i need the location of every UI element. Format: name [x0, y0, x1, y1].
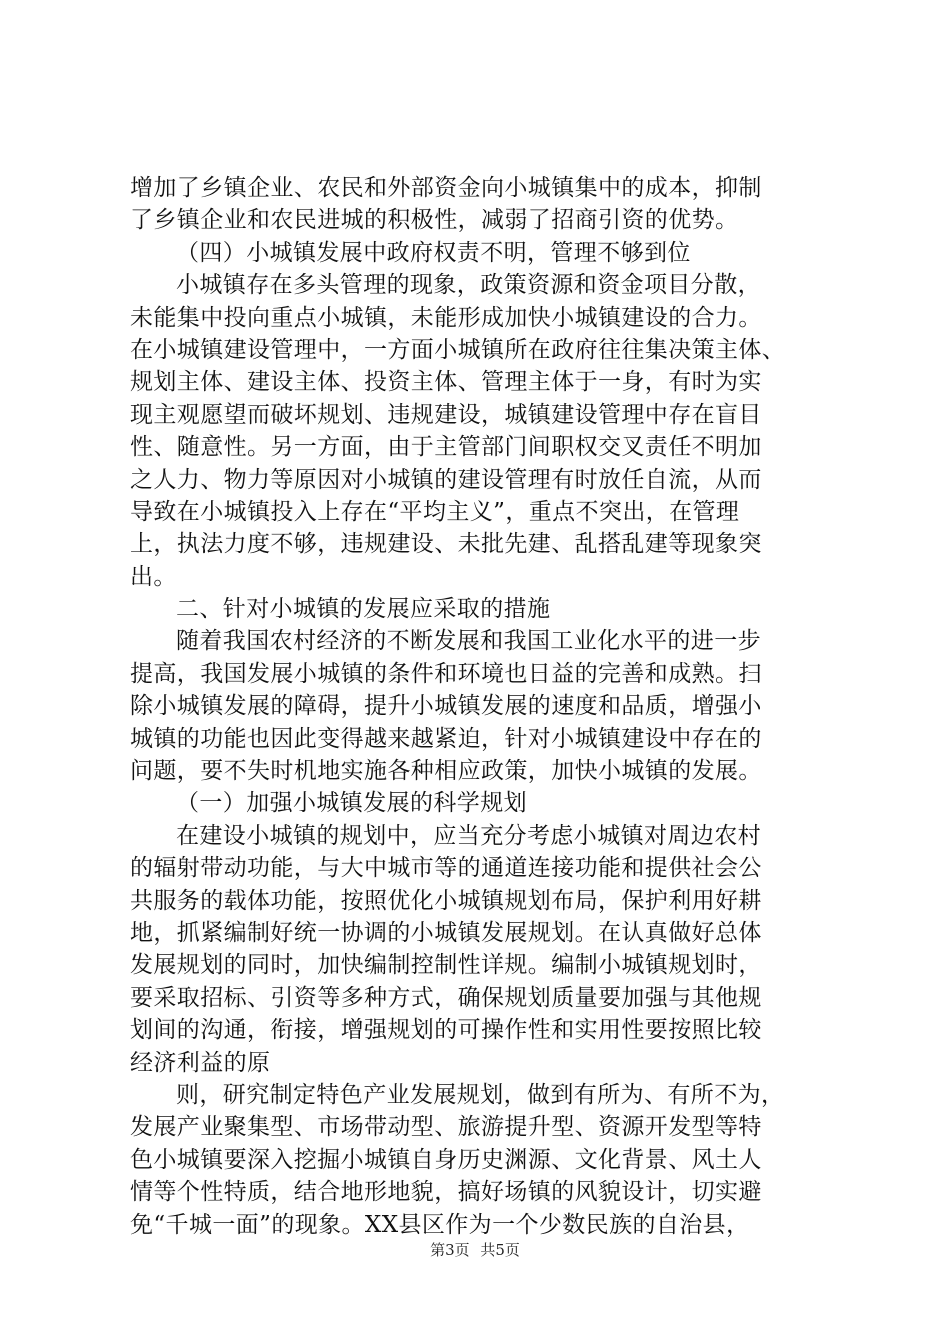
text-line: 划间的沟通，衔接，增强规划的可操作性和实用性要按照比较	[130, 1017, 762, 1044]
text-line: 除小城镇发展的障碍，提升小城镇发展的速度和品质，增强小	[130, 693, 762, 720]
text-line: 发展产业聚集型、市场带动型、旅游提升型、资源开发型等特	[130, 1114, 762, 1141]
text-line: 上，执法力度不够，违规建设、未批先建、乱搭乱建等现象突	[130, 531, 762, 558]
text-line: 地，抓紧编制好统一协调的小城镇发展规划。在认真做好总体	[130, 919, 762, 946]
text-line: 随着我国农村经济的不断发展和我国工业化水平的进一步	[176, 628, 761, 655]
text-line: 现主观愿望而破坏规划、违规建设，城镇建设管理中存在盲目	[130, 401, 762, 428]
page-number: 第3页	[430, 1241, 470, 1259]
text-line: 出。	[130, 563, 177, 590]
text-line: 发展规划的同时，加快编制控制性详规。编制小城镇规划时，	[130, 952, 762, 979]
text-line: 规划主体、建设主体、投资主体、管理主体于一身，有时为实	[130, 369, 762, 396]
document-body	[130, 172, 830, 1241]
text-line: 在建设小城镇的规划中，应当充分考虑小城镇对周边农村	[176, 822, 761, 849]
text-line: 未能集中投向重点小城镇，未能形成加快小城镇建设的合力。	[130, 304, 762, 331]
text-line: 情等个性特质，结合地形地貌，搞好场镇的风貌设计，切实避	[130, 1179, 762, 1206]
text-line: 了乡镇企业和农民进城的积极性，减弱了招商引资的优势。	[130, 207, 739, 234]
text-line: 城镇的功能也因此变得越来越紧迫，针对小城镇建设中存在的	[130, 725, 762, 752]
text-line: 要采取招标、引资等多种方式，确保规划质量要加强与其他规	[130, 984, 762, 1011]
page-footer	[0, 1239, 950, 1260]
text-line: 在小城镇建设管理中，一方面小城镇所在政府往往集决策主体、	[130, 336, 786, 363]
text-line: 色小城镇要深入挖掘小城镇自身历史渊源、文化背景、风土人	[130, 1146, 762, 1173]
page-total: 共5页	[480, 1241, 520, 1259]
text-line: 免“千城一面”的现象。XX县区作为一个少数民族的自治县，	[130, 1211, 750, 1238]
text-line: 则，研究制定特色产业发展规划，做到有所为、有所不为，	[176, 1081, 785, 1108]
text-line: 增加了乡镇企业、农民和外部资金向小城镇集中的成本，抑制	[130, 175, 762, 201]
text-line: 问题，要不失时机地实施各种相应政策，加快小城镇的发展。	[130, 758, 762, 785]
text-line: 的辐射带动功能，与大中城市等的通道连接功能和提供社会公	[130, 855, 762, 882]
text-line: 提高，我国发展小城镇的条件和环境也日益的完善和成熟。扫	[130, 660, 762, 687]
text-line: 性、随意性。另一方面，由于主管部门间职权交叉责任不明加	[130, 434, 762, 461]
text-line: 二、针对小城镇的发展应采取的措施	[176, 596, 551, 623]
text-line: （四）小城镇发展中政府权责不明，管理不够到位	[176, 239, 691, 266]
text-line: 小城镇存在多头管理的现象，政策资源和资金项目分散，	[176, 272, 761, 299]
text-line: 导致在小城镇投入上存在“平均主义”，重点不突出，在管理	[130, 498, 740, 525]
text-line: 经济利益的原	[130, 1049, 271, 1076]
text-line: 之人力、物力等原因对小城镇的建设管理有时放任自流，从而	[130, 466, 762, 493]
text-line: （一）加强小城镇发展的科学规划	[176, 790, 527, 817]
text-line: 共服务的载体功能，按照优化小城镇规划布局，保护利用好耕	[130, 887, 762, 914]
